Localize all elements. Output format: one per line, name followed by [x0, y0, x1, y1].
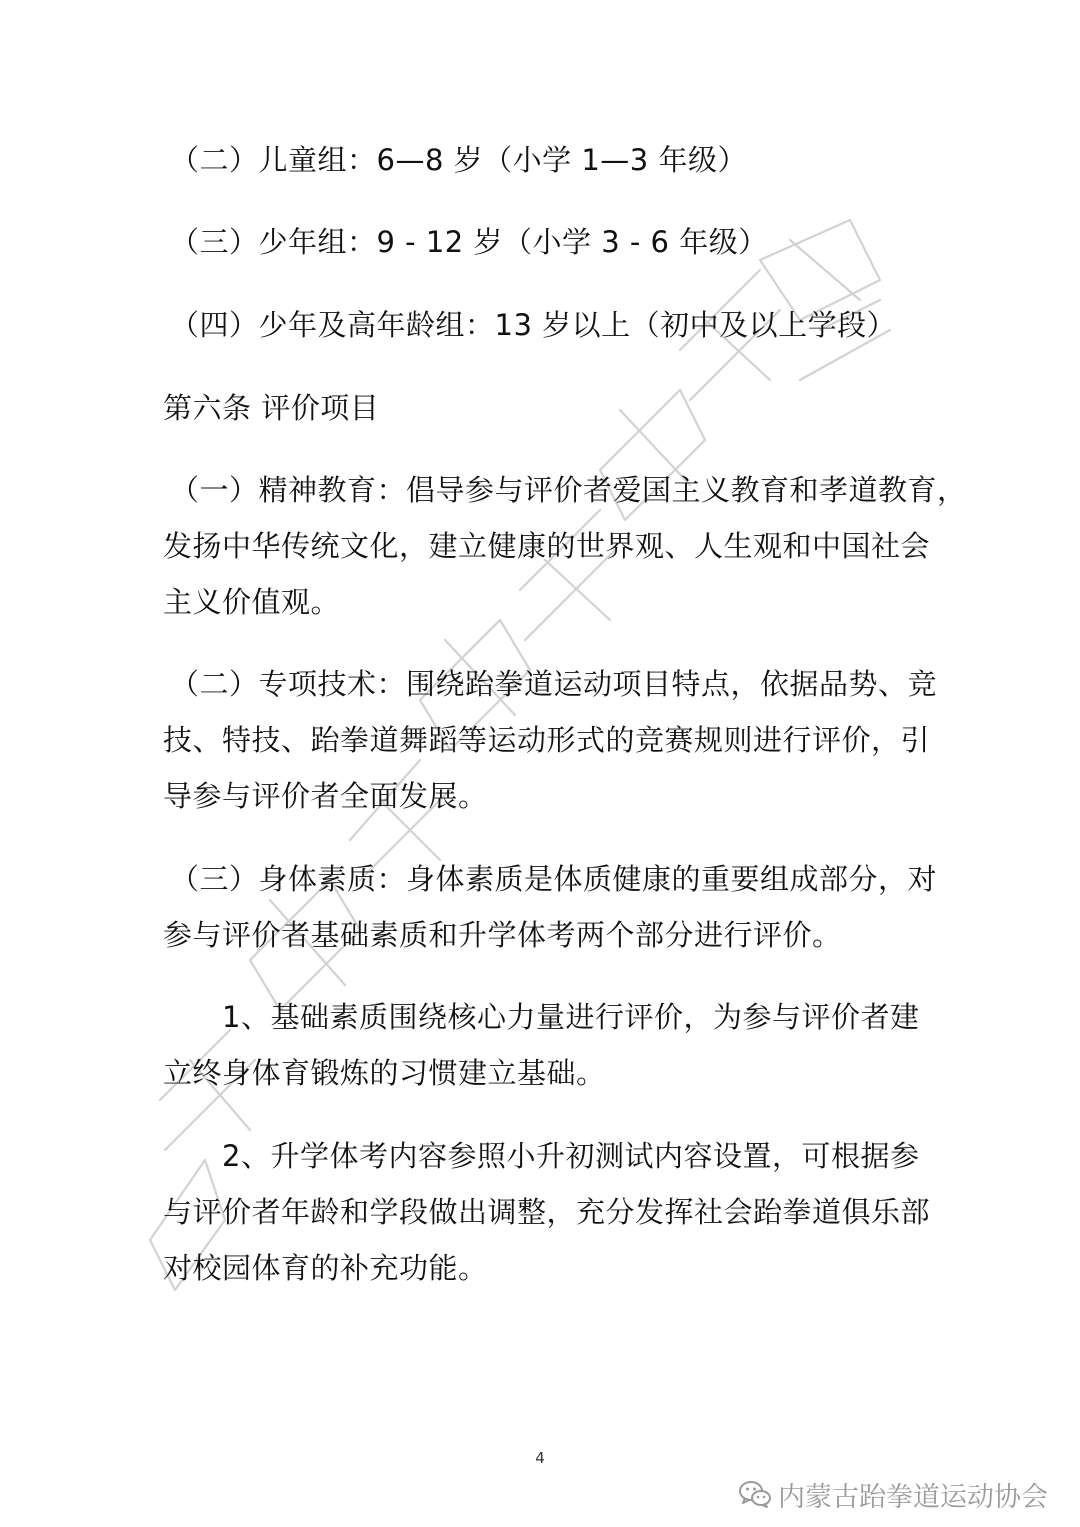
doc-line-13: 1、基础素质围绕核心力量进行评价，为参与评价者建 — [222, 1000, 920, 1034]
doc-line-5: （一）精神教育：倡导参与评价者爱国主义教育和孝道教育， — [170, 473, 967, 507]
doc-line-9: 技、特技、跆拳道舞蹈等运动形式的竞赛规则进行评价，引 — [163, 723, 931, 757]
page-number: 4 — [535, 1449, 545, 1467]
doc-line-1: （二）儿童组：6—8 岁（小学 1—3 年级） — [170, 143, 747, 177]
doc-line-14: 立终身体育锻炼的习惯建立基础。 — [163, 1056, 606, 1090]
section-heading: 第六条 评价项目 — [163, 391, 380, 425]
doc-line-2: （三）少年组：9 - 12 岁（小学 3 - 6 年级） — [170, 225, 768, 259]
doc-line-12: 参与评价者基础素质和升学体考两个部分进行评价。 — [163, 918, 842, 952]
account-name: 内蒙古跆拳道运动协会 — [778, 1481, 1048, 1513]
doc-line-15: 2、升学体考内容参照小升初测试内容设置，可根据参 — [222, 1139, 920, 1173]
doc-line-8: （二）专项技术：围绕跆拳道运动项目特点，依据品势、竞 — [170, 667, 938, 701]
account-attribution — [738, 1474, 1048, 1514]
doc-line-6: 发扬中华传统文化，建立健康的世界观、人生观和中国社会 — [163, 529, 931, 563]
doc-line-17: 对校园体育的补充功能。 — [163, 1251, 488, 1285]
doc-line-7: 主义价值观。 — [163, 585, 341, 619]
doc-line-10: 导参与评价者全面发展。 — [163, 779, 488, 813]
wechat-icon — [738, 1479, 772, 1509]
doc-line-3: （四）少年及高年龄组：13 岁以上（初中及以上学段） — [170, 308, 897, 342]
doc-line-16: 与评价者年龄和学段做出调整，充分发挥社会跆拳道俱乐部 — [163, 1195, 931, 1229]
doc-line-11: （三）身体素质：身体素质是体质健康的重要组成部分，对 — [170, 862, 938, 896]
